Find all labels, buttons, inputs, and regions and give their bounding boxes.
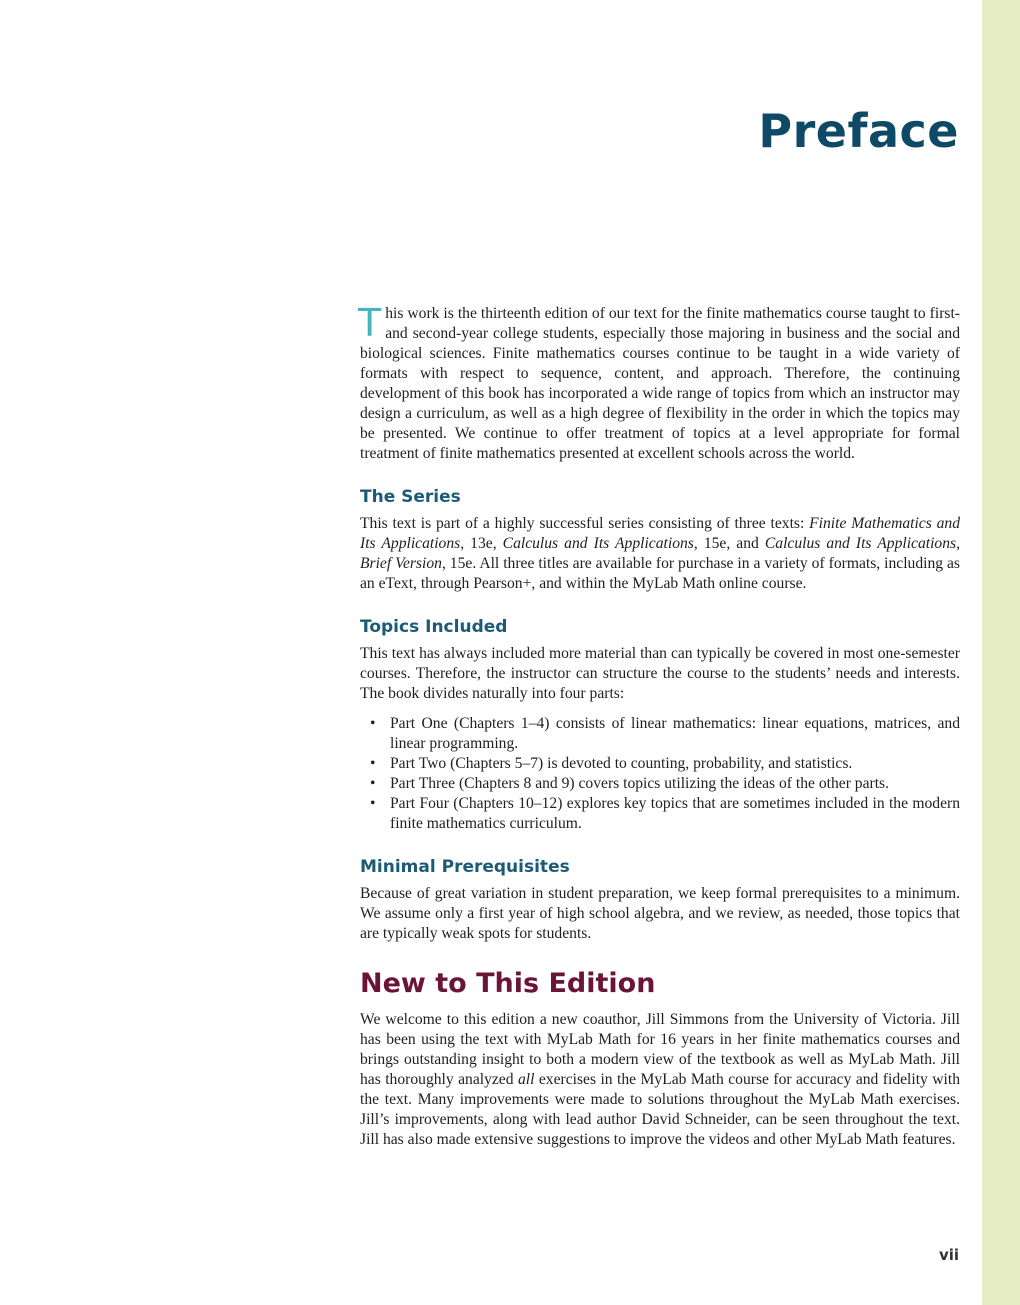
- series-text-2: , 13e,: [460, 535, 503, 552]
- section-heading-prerequisites: Minimal Prerequisites: [360, 857, 570, 877]
- main-content: [358, 301, 961, 1150]
- bullet: •: [370, 715, 376, 732]
- series-title-1: Finite Mathematics and Its Applications: [360, 515, 961, 552]
- section-heading-topics: Topics Included: [360, 617, 508, 637]
- series-title-2: Calculus and Its Applications: [502, 535, 694, 552]
- list-item: [360, 774, 960, 794]
- intro-paragraph: [358, 301, 960, 464]
- topics-paragraph: This text has always included more material than can typically be covered in most one-semester courses. Therefore, the instructor can structure the course to the students’ needs and interests. The book divides naturally into four parts:: [360, 645, 960, 702]
- list-item-text: Part Four (Chapters 10–12) explores key topics that are sometimes included in the modern finite mathematics curriculum.: [390, 795, 960, 832]
- series-paragraph: [360, 514, 960, 594]
- section-heading-new-edition: New to This Edition: [360, 968, 656, 999]
- new-edition-paragraph: [360, 1010, 960, 1150]
- bullet: •: [370, 775, 376, 792]
- intro-text: his work is the thirteenth edition of our text for the finite mathematics course taught to first- and second-year college students, especially those majoring in business and the social and biological sciences. Finite mathematics courses continue to be taught in a wide variety of formats with respect to sequence, content, and approach. Therefore, the continuing development of this book has incorporated a wide range of topics from which an instructor may design a curriculum, as well as a high degree of flexibility in the order in which the topics may be presented. We continue to offer treatment of topics at a level appropriate for formal treatment of finite mathematics presented at excellent schools across the world.: [360, 305, 960, 462]
- list-item-text: Part Two (Chapters 5–7) is devoted to counting, probability, and statistics.: [390, 755, 853, 772]
- new-edition-text-2: exercises in the MyLab Math course for accuracy and fidelity with the text. Many improvements were made to solutions throughout the MyLab Math exercises. Jill’s improvements, along with lead author David Schneider, can be seen throughout the text. Jill has also made extensive suggestions to improve the videos and other MyLab Math features.: [360, 1071, 961, 1148]
- page-title: Preface: [758, 104, 959, 158]
- series-text-3: , 15e, and: [693, 535, 765, 552]
- list-item: [360, 754, 960, 774]
- side-margin-strip: [982, 0, 1020, 1305]
- bullet: •: [370, 755, 376, 772]
- list-item: [360, 714, 960, 754]
- series-title-3: Calculus and Its Applications, Brief Version: [360, 535, 960, 572]
- series-text-1: This text is part of a highly successful series consisting of three texts:: [360, 515, 810, 532]
- section-heading-series: The Series: [360, 487, 461, 507]
- bullet: •: [370, 795, 376, 812]
- list-item: [360, 794, 960, 834]
- new-edition-text-1: We welcome to this edition a new coauthor, Jill Simmons from the University of Victoria. Jill has been using the text with MyLab Math for 16 years in her finite mathematics courses and brings outstanding insight to both a modern view of the textbook as well as MyLab Math. Jill has thoroughly analyzed: [360, 1011, 960, 1088]
- drop-cap: T: [358, 301, 382, 345]
- series-text-4: , 15e. All three titles are available for purchase in a variety of formats, including as an eText, through Pearson+, and within the MyLab Math online course.: [360, 555, 960, 592]
- list-item-text: Part One (Chapters 1–4) consists of linear mathematics: linear equations, matrices, and linear programming.: [390, 715, 960, 752]
- parts-list: [360, 714, 960, 834]
- page-number: vii: [938, 1246, 959, 1264]
- prerequisites-paragraph: Because of great variation in student preparation, we keep formal prerequisites to a minimum. We assume only a first year of high school algebra, and we review, as needed, those topics that are typically weak spots for students.: [360, 885, 960, 942]
- new-edition-emphasis: all: [517, 1071, 535, 1088]
- list-item-text: Part Three (Chapters 8 and 9) covers topics utilizing the ideas of the other parts.: [390, 775, 889, 792]
